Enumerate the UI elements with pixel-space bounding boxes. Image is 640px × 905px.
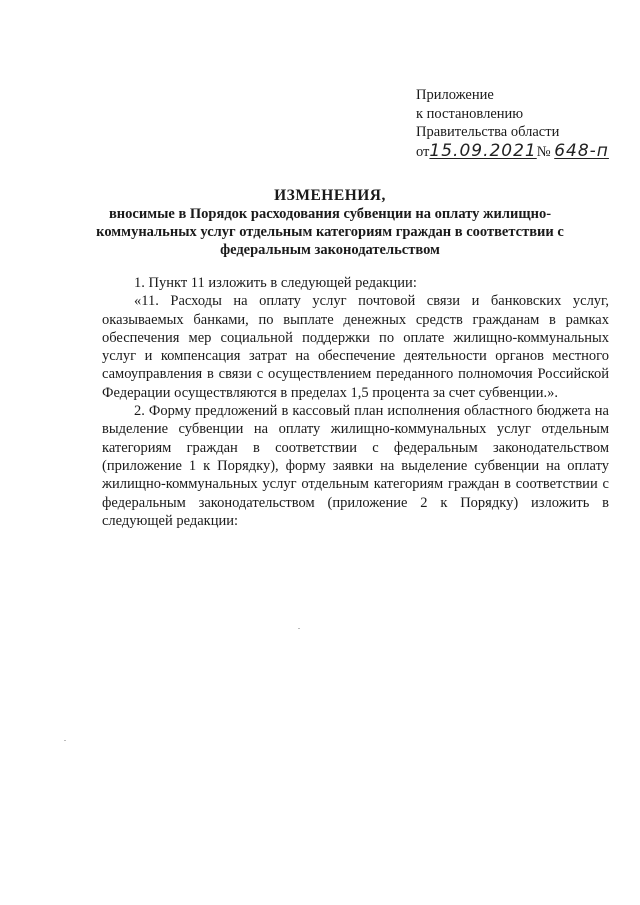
appendix-header: [416, 86, 609, 161]
appendix-date-line: [416, 142, 609, 162]
document-body: [102, 274, 609, 530]
handwritten-date: 15.09.2021: [429, 140, 537, 161]
paragraph-1: 1. Пункт 11 изложить в следующей редакции:: [134, 275, 417, 291]
appendix-line-3: Правительства области: [416, 124, 560, 140]
document-subtitle: вносимые в Порядок расходования субвенции на оплату жилищно-коммунальных услуг отдельным категориям граждан в соответствии с федеральным законодательством: [96, 206, 564, 258]
paragraph-3: 2. Форму предложений в кассовый план исполнения областного бюджета на выделение субвенции на оплату жилищно-коммунальных услуг отдельным категориям граждан в соответствии с федеральным законодательством (приложение 1 к Порядку), форму заявки на выделение субвенции на оплату жилищно-коммунальных услуг отдельным категориям граждан в соответствии с федеральным законодательством (приложение 2 к Порядку) изложить в следующей редакции:: [102, 403, 609, 529]
scan-speck: [64, 740, 66, 741]
date-prefix: от: [416, 143, 430, 160]
number-prefix: №: [536, 143, 551, 160]
document-heading: [70, 186, 590, 259]
appendix-line-1: Приложение: [416, 87, 494, 103]
document-title: ИЗМЕНЕНИЯ,: [274, 187, 386, 204]
handwritten-number: 648-п: [554, 140, 609, 161]
paragraph-2: «11. Расходы на оплату услуг почтовой связи и банковских услуг, оказываемых банками, по выплате денежных средств гражданам в рамках обеспечения мер социальной поддержки по оплате жилищно-коммунальных услуг и компенсация затрат на обеспечение деятельности органов местного самоуправления в связи с осуществлением переданного полномочия Российской Федерации осуществляются в пределах 1,5 процента за счет субвенции.».: [102, 293, 609, 401]
scan-speck: [298, 628, 300, 629]
appendix-line-2: к постановлению: [416, 105, 524, 122]
